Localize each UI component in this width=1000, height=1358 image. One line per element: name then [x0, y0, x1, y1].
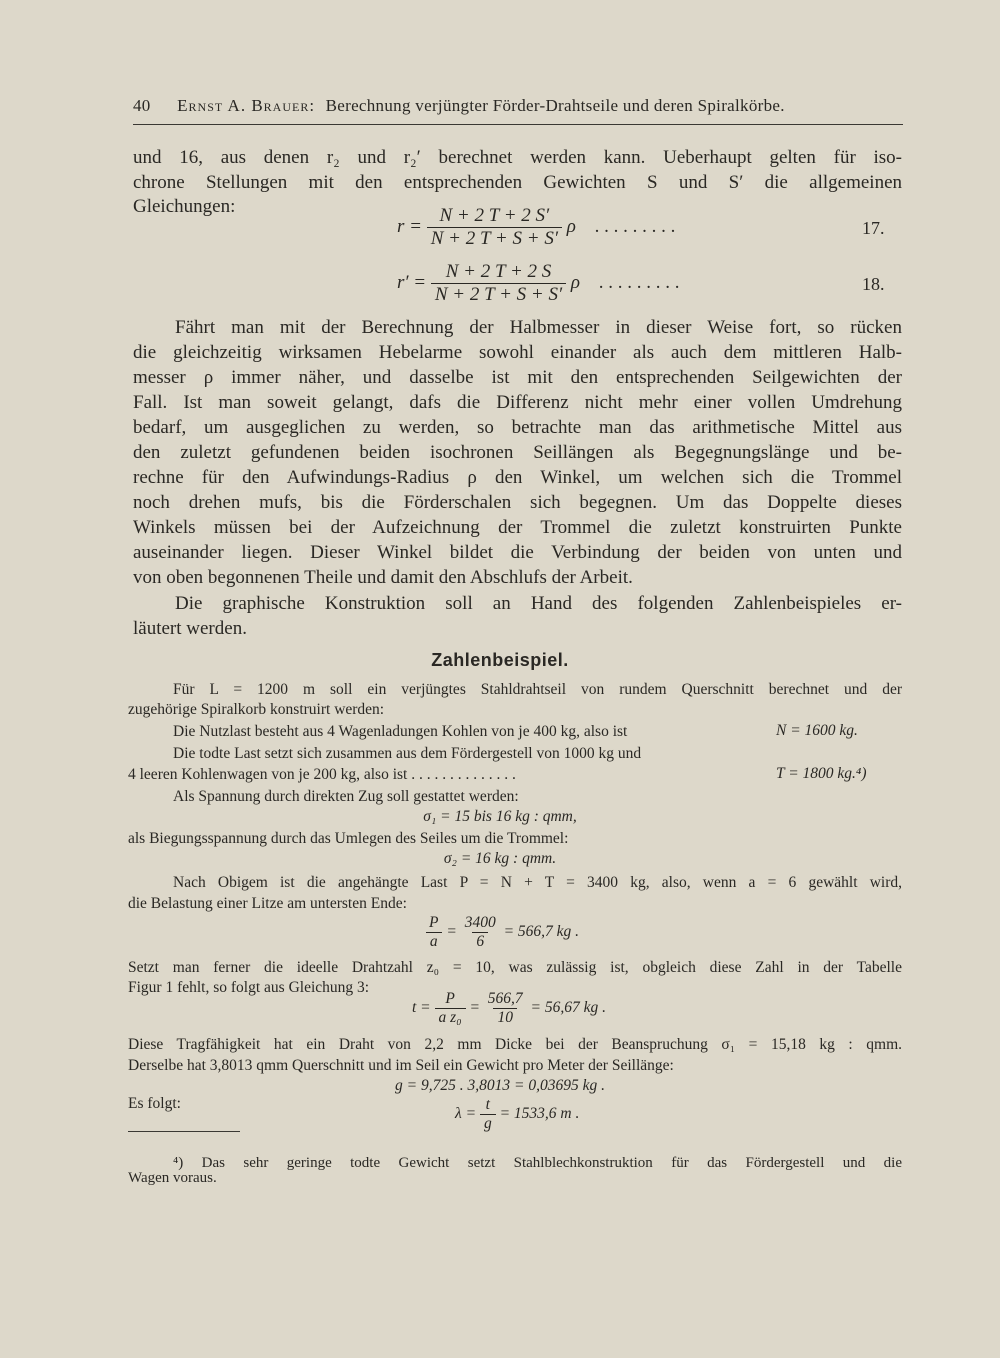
- text-line: Die Nutzlast besteht aus 4 Wagenladungen Kohlen von je 400 kg, also ist: [173, 723, 628, 740]
- text-line: Derselbe hat 3,8013 qmm Querschnitt und im Seil ein Gewicht pro Meter der Seillänge:: [128, 1057, 674, 1074]
- denominator: N + 2 T + S + S′: [431, 283, 566, 306]
- text-line: die Belastung einer Litze am untersten Ende:: [128, 895, 407, 912]
- text-line: Es folgt:: [128, 1095, 181, 1112]
- footnote-line: ⁴) Das sehr geringe todte Gewicht setzt Stahlblechkonstruktion für das Fördergestell und die: [173, 1155, 902, 1171]
- numerator: N + 2 T + 2 S′: [439, 205, 550, 226]
- text-line: zugehörige Spiralkorb konstruirt werden:: [128, 701, 385, 718]
- value-T: T = 1800 kg.⁴): [776, 765, 867, 782]
- header-author: Ernst A. Brauer:: [177, 96, 316, 115]
- formula-sigma2: σ₂ = 16 kg : qmm.: [443, 850, 557, 867]
- lhs: λ =: [455, 1105, 477, 1123]
- result: = 566,7 kg .: [503, 923, 580, 941]
- fraction: [461, 914, 500, 951]
- leader-dots: . . . . . . . . .: [594, 215, 676, 237]
- equals: =: [446, 923, 457, 941]
- equation-number: 18.: [862, 274, 885, 294]
- header-title: Berechnung verjüngter Förder-Drahtseile und deren Spiralkörbe.: [325, 96, 785, 115]
- fraction: [480, 1096, 496, 1133]
- equation-18: [397, 261, 680, 306]
- text-line: den zuletzt gefundenen beiden isochronen Seillängen als Begegnungslänge und be-: [133, 442, 902, 463]
- denominator: N + 2 T + S + S′: [427, 227, 562, 250]
- fraction: [427, 205, 562, 250]
- equation-number: 17.: [862, 218, 885, 238]
- result: = 1533,6 m .: [499, 1105, 580, 1123]
- text-line: rechne für den Aufwindungs-Radius ρ den Winkel, um welchen sich die Trommel: [133, 467, 902, 488]
- fraction: [484, 990, 527, 1027]
- text-line: Gleichungen:: [133, 196, 236, 217]
- footnote-rule: [128, 1131, 240, 1132]
- factor-rho: ρ: [570, 271, 581, 293]
- leader-dots: . . . . . . . . .: [598, 271, 680, 293]
- numerator: P: [429, 914, 439, 931]
- equals: =: [469, 999, 480, 1017]
- text-line: chrone Stellungen mit den entsprechenden Gewichten S und S′ die allgemeinen: [133, 172, 902, 193]
- formula-load-per-strand: [425, 914, 579, 951]
- text-line: von oben begonnenen Theile und damit den Abschlufs der Arbeit.: [133, 567, 633, 588]
- value-N: N = 1600 kg.: [776, 722, 858, 739]
- text-line: Fall. Ist man soweit gelangt, dafs die Differenz nicht mehr einer vollen Umdrehung: [133, 392, 902, 413]
- text-line: bedarf, um ausgeglichen zu werden, so betrachte man das arithmetische Mittel aus: [133, 417, 902, 438]
- text-line: Diese Tragfähigkeit hat ein Draht von 2,2 mm Dicke bei der Beanspruchung σ₁ = 15,18 kg : qmm.: [128, 1036, 902, 1053]
- formula-wire-capacity: [412, 990, 606, 1027]
- text-line: auseinander liegen. Dieser Winkel bildet die Verbindung der beiden von unten und: [133, 542, 902, 563]
- numerator: P: [445, 990, 455, 1007]
- text-line: Nach Obigem ist die angehängte Last P = N + T = 3400 kg, also, wenn a = 6 gewählt wird,: [173, 874, 902, 891]
- fraction: [431, 261, 566, 306]
- page-number: 40: [133, 96, 151, 115]
- section-heading: Zahlenbeispiel.: [431, 650, 569, 670]
- text-line: Setzt man ferner die ideelle Drahtzahl z₀ = 10, was zulässig ist, obgleich diese Zahl in der Tabelle: [128, 959, 902, 976]
- text-line: Figur 1 fehlt, so folgt aus Gleichung 3:: [128, 979, 370, 996]
- equation-17: [397, 205, 675, 250]
- text-line: Die todte Last setzt sich zusammen aus dem Fördergestell von 1000 kg und: [173, 745, 642, 762]
- factor-rho: ρ: [566, 215, 576, 237]
- text-line: Für L = 1200 m soll ein verjüngtes Stahldrahtseil von rundem Querschnitt berechnet und der: [173, 681, 902, 698]
- fraction: [435, 990, 466, 1027]
- text-line: läutert werden.: [133, 618, 247, 639]
- text-line: und 16, aus denen r₂ und r₂′ berechnet werden kann. Ueberhaupt gelten für iso-: [133, 147, 902, 168]
- numerator: N + 2 T + 2 S: [445, 261, 552, 282]
- text-line: noch drehen mufs, bis die Förderschalen sich begegnen. Um das Doppelte dieses: [133, 492, 902, 513]
- text-line: Winkels müssen bei der Aufzeichnung der Trommel die zuletzt konstruirten Punkte: [133, 517, 902, 538]
- equation-lhs: r =: [397, 215, 422, 237]
- denominator: a z₀: [435, 1008, 466, 1027]
- text-line: 4 leeren Kohlenwagen von je 200 kg, also ist . . . . . . . . . . . . . .: [128, 766, 516, 783]
- denominator: a: [426, 932, 442, 951]
- text-line: die gleichzeitig wirksamen Hebelarme sowohl einander als auch dem mittleren Halb-: [133, 342, 902, 363]
- numerator: 3400: [464, 914, 496, 931]
- text-line: als Biegungsspannung durch das Umlegen des Seiles um die Trommel:: [128, 830, 569, 847]
- denominator: 6: [472, 932, 488, 951]
- text-line: Fährt man mit der Berechnung der Halbmesser in dieser Weise fort, so rücken: [175, 317, 902, 338]
- denominator: 10: [493, 1008, 517, 1027]
- footnote-line: Wagen voraus.: [128, 1170, 217, 1186]
- running-header: [133, 96, 785, 116]
- text-line: Als Spannung durch direkten Zug soll gestattet werden:: [173, 788, 519, 805]
- result: = 56,67 kg .: [530, 999, 607, 1017]
- lhs: t =: [412, 999, 431, 1017]
- text-line: messer ρ immer näher, und dasselbe ist mit den entsprechenden Seilgewichten der: [133, 367, 902, 388]
- formula-weight: g = 9,725 . 3,8013 = 0,03695 kg .: [395, 1077, 605, 1094]
- text-line: Die graphische Konstruktion soll an Hand des folgenden Zahlenbeispieles er-: [175, 593, 902, 614]
- equation-lhs: r′ =: [397, 271, 427, 293]
- denominator: g: [480, 1114, 496, 1133]
- numerator: t: [485, 1096, 490, 1113]
- formula-sigma1: σ₁ = 15 bis 16 kg : qmm,: [423, 808, 577, 825]
- header-rule: [133, 124, 903, 125]
- numerator: 566,7: [487, 990, 523, 1007]
- formula-lambda: [455, 1096, 579, 1133]
- fraction: [425, 914, 442, 951]
